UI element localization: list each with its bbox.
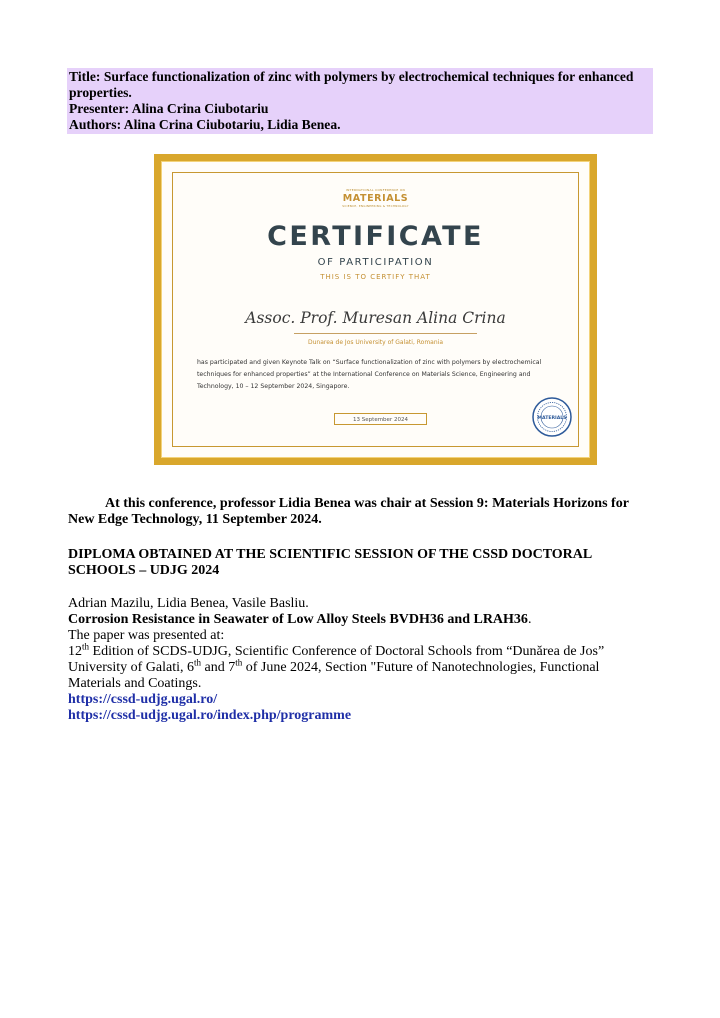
presenter-line: Presenter: Alina Crina Ciubotariu <box>69 101 269 116</box>
seal-stamp-icon <box>532 397 572 437</box>
paper-title-end: . <box>527 612 532 627</box>
univ-post: of June 2024, Section "Future of Nanotechnologies, Functional <box>242 660 600 675</box>
cssd-link[interactable]: https://cssd-udjg.ugal.ro/ <box>68 692 218 707</box>
edition-rest: Edition of SCDS-UDJG, Scientific Conference of Doctoral Schools from “Dunărea de Jos” <box>89 644 605 659</box>
authors-line: Authors: Alina Crina Ciubotariu, Lidia Benea. <box>69 117 341 132</box>
title-info-box <box>67 68 653 134</box>
sup-second: th <box>235 657 243 668</box>
diploma-heading: DIPLOMA OBTAINED AT THE SCIENTIFIC SESSION OF THE CSSD DOCTORAL SCHOOLS – UDJG 2024 <box>68 547 592 578</box>
edition-number: 12 <box>68 644 82 659</box>
paper-title-line <box>68 612 658 628</box>
edition-line <box>68 641 658 660</box>
paper-authors: Adrian Mazilu, Lidia Benea, Vasile Basliu. <box>68 596 309 611</box>
certificate-subtitle: OF PARTICIPATION <box>317 257 434 268</box>
certificate-image <box>121 151 603 491</box>
chair-paragraph: At this conference, professor Lidia Benea was chair at Session 9: Materials Horizons for New Edge Technology, 11 September 2024. <box>68 496 629 527</box>
certify-line: THIS IS TO CERTIFY THAT <box>320 273 431 281</box>
paper-block <box>68 596 658 724</box>
conference-sub-label: SCIENCE, ENGINEERING & TECHNOLOGY <box>342 204 409 208</box>
certificate-frame <box>154 154 597 465</box>
certificate-title: CERTIFICATE <box>267 221 484 252</box>
section-last-line: Materials and Coatings. <box>68 676 202 691</box>
recipient-name: Assoc. Prof. Muresan Alina Crina <box>245 309 506 327</box>
programme-link[interactable]: https://cssd-udjg.ugal.ro/index.php/programme <box>68 708 352 723</box>
university-line <box>68 657 658 676</box>
univ-pre: University of Galati, 6 <box>68 660 194 675</box>
certificate-body-text: has participated and given Keynote Talk on “Surface functionalization of zinc with polymers by electrochemical techniques for enhanced properties” at the International Conference on Materials Science, Engineering and Technology, 10 – 12 September 2024, Singapore. <box>197 359 542 390</box>
univ-and: and 7 <box>201 660 236 675</box>
sup-first: th <box>193 657 201 668</box>
conference-top-label: INTERNATIONAL CONFERENCE ON <box>345 188 406 192</box>
seal-text: MATERIALS <box>537 416 567 421</box>
paper-title: Corrosion Resistance in Seawater of Low Alloy Steels BVDH36 and LRAH36 <box>68 612 528 627</box>
title-line: Title: Surface functionalization of zinc with polymers by electrochemical techniques for enhanced properties. <box>69 69 634 100</box>
name-underline <box>294 333 477 334</box>
edition-sup: th <box>82 641 90 652</box>
certificate-date: 13 September 2024 <box>334 413 427 425</box>
recipient-university: Dunarea de Jos University of Galati, Romania <box>308 339 443 346</box>
conference-brand: MATERIALS <box>342 193 409 204</box>
presented-line: The paper was presented at: <box>68 628 225 643</box>
